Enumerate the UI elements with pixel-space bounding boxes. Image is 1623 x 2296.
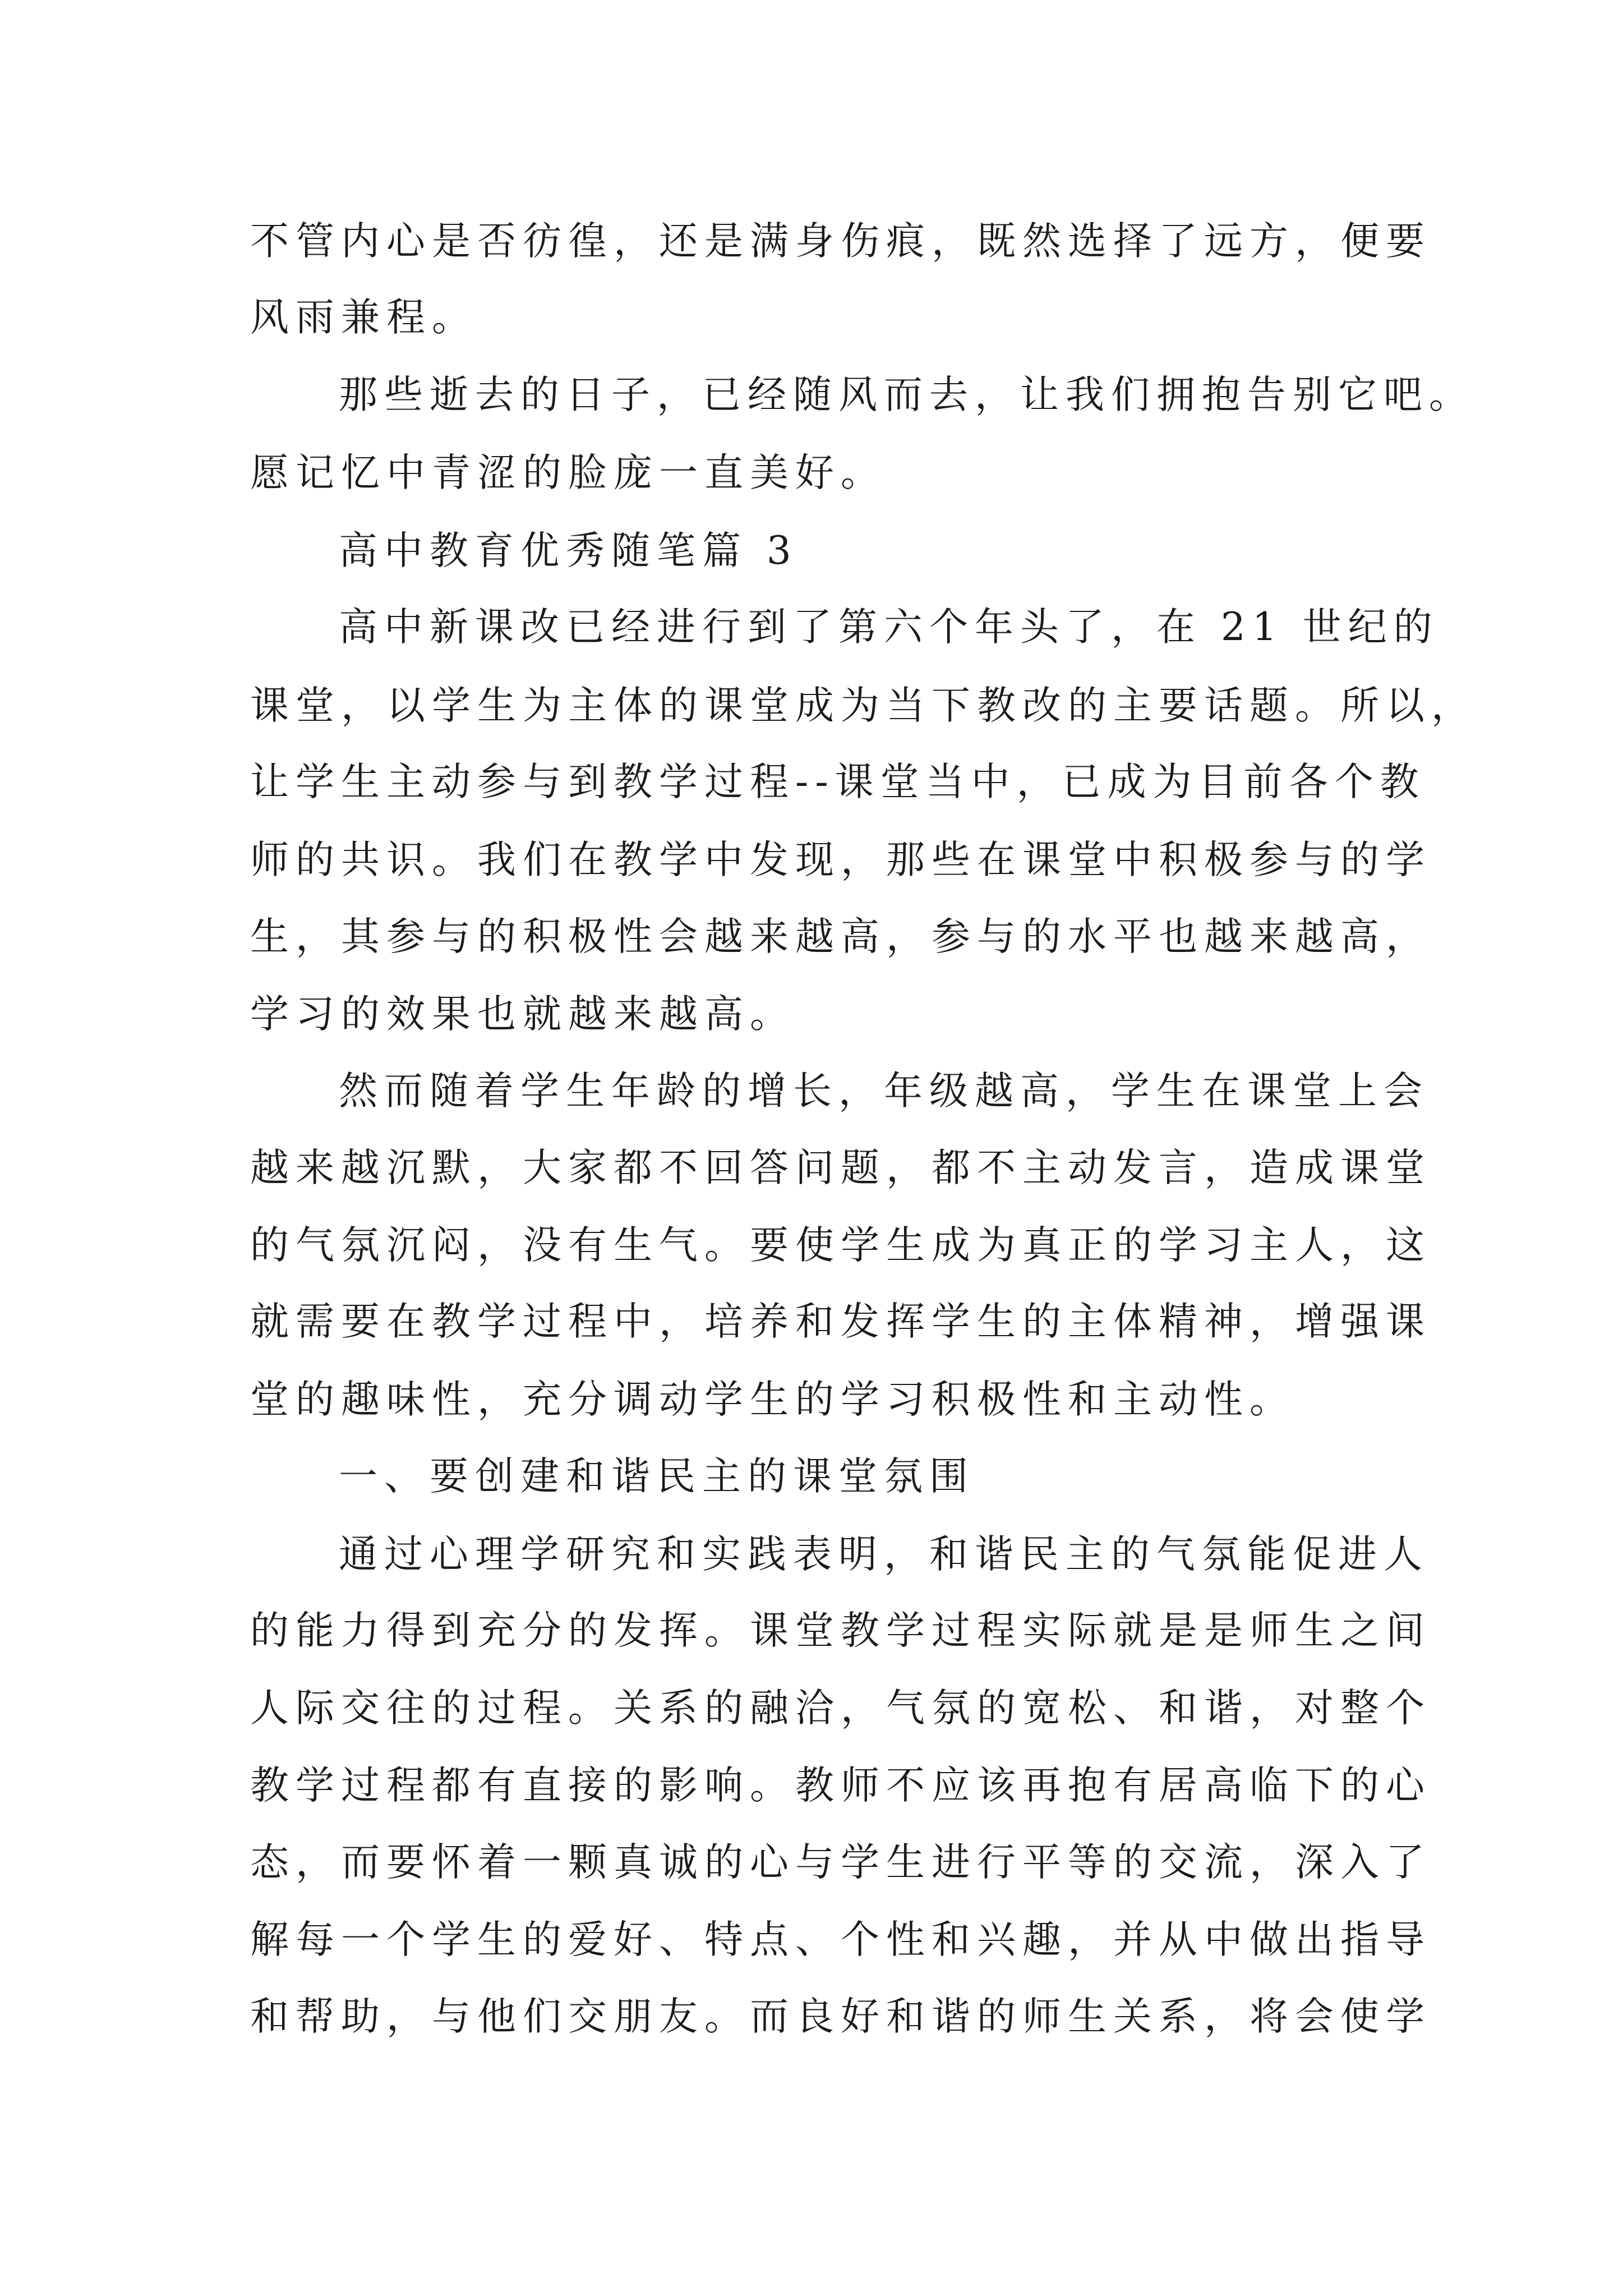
text-line: 的能力得到充分的发挥。课堂教学过程实际就是是师生之间 [250, 1608, 1431, 1653]
text-line: 愿记忆中青涩的脸庞一直美好。 [250, 450, 886, 495]
text-line: 越来越沉默，大家都不回答问题，都不主动发言，造成课堂 [250, 1145, 1431, 1190]
section-heading: 一、要创建和谐民主的课堂氛围 [339, 1454, 975, 1499]
text-line: 态，而要怀着一颗真诚的心与学生进行平等的交流，深入了 [250, 1840, 1431, 1885]
text-line: 学习的效果也就越来越高。 [250, 992, 795, 1037]
text-line: 和帮助，与他们交朋友。而良好和谐的师生关系，将会使学 [250, 1994, 1431, 2039]
text-line: 教学过程都有直接的影响。教师不应该再抱有居高临下的心 [250, 1763, 1431, 1808]
text-line: 就需要在教学过程中，培养和发挥学生的主体精神，增强课 [250, 1299, 1431, 1344]
text-line: 高中新课改已经进行到了第六个年头了，在 21 世纪的 [339, 605, 1439, 650]
text-line: 人际交往的过程。关系的融洽，气氛的宽松、和谐，对整个 [250, 1686, 1431, 1731]
text-line: 生，其参与的积极性会越来越高，参与的水平也越来越高， [250, 914, 1431, 959]
text-line: 那些逝去的日子，已经随风而去，让我们拥抱告别它吧。 [339, 372, 1474, 417]
text-line: 课堂，以学生为主体的课堂成为当下教改的主要话题。所以， [250, 683, 1477, 728]
text-line: 让学生主动参与到教学过程--课堂当中，已成为目前各个教 [250, 760, 1426, 804]
text-line: 解每一个学生的爱好、特点、个性和兴趣，并从中做出指导 [250, 1917, 1431, 1962]
section-heading: 高中教育优秀随笔篇 3 [339, 528, 798, 573]
text-line: 风雨兼程。 [250, 295, 477, 340]
text-line: 堂的趣味性，充分调动学生的学习积极性和主动性。 [250, 1377, 1295, 1422]
text-line: 通过心理学研究和实践表明，和谐民主的气氛能促进人 [339, 1532, 1429, 1577]
text-line: 的气氛沉闷，没有生气。要使学生成为真正的学习主人，这 [250, 1223, 1431, 1268]
text-line: 师的共识。我们在教学中发现，那些在课堂中积极参与的学 [250, 838, 1431, 882]
text-line: 不管内心是否彷徨，还是满身伤痕，既然选择了远方，便要 [250, 219, 1431, 264]
text-line: 然而随着学生年龄的增长，年级越高，学生在课堂上会 [339, 1069, 1429, 1114]
